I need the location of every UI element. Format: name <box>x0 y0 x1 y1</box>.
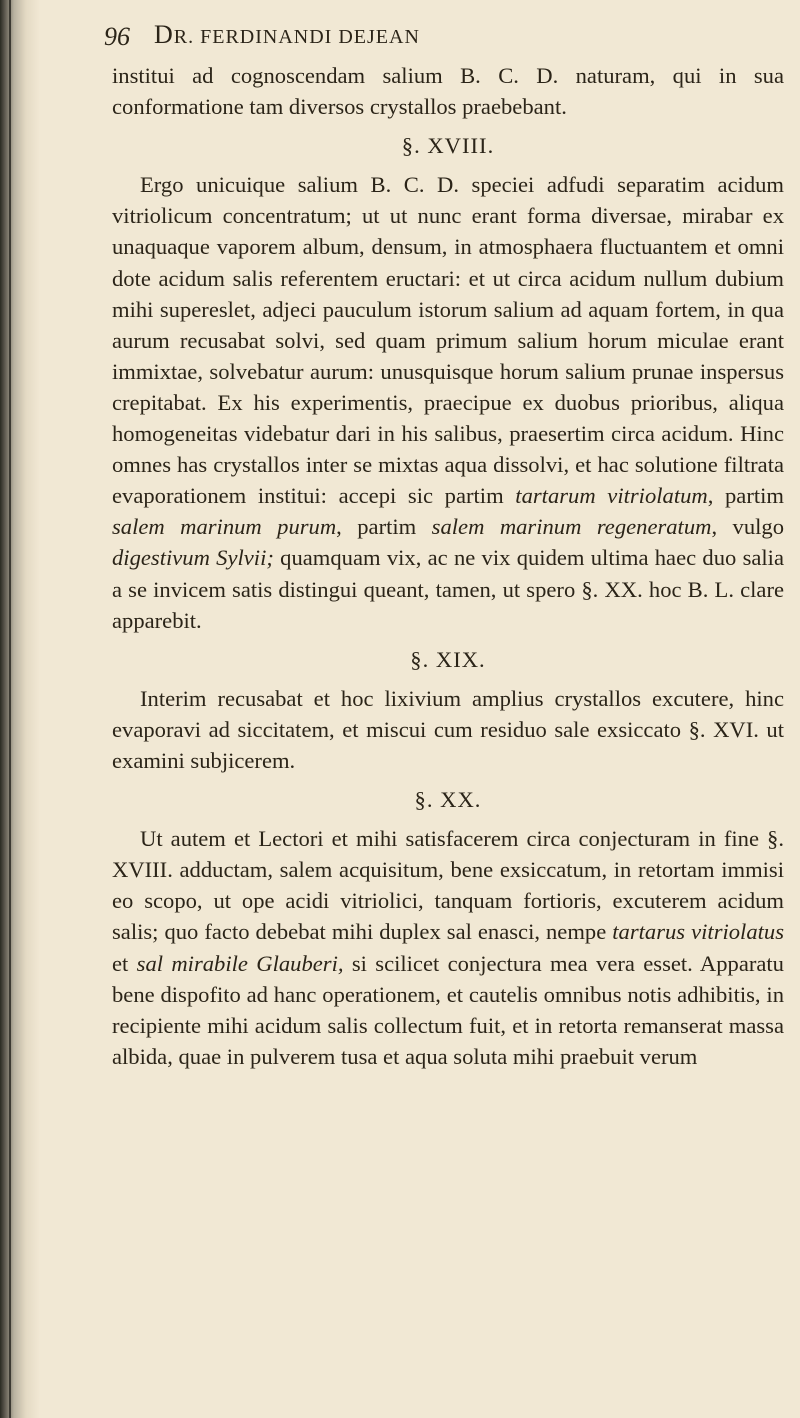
term-tartarum-vitriolatum: tartarum vitriolatum <box>515 483 708 509</box>
running-head-text: R. FERDINANDI DEJEAN <box>173 26 420 48</box>
paragraph-section-20: Ut autem et Lectori et mihi satisfacerem circa conjecturam in fine §. XVIII. adductam, salem acquisitum, bene exsiccatum, in retortam immisi eo scopo, ut ope acidi vitriolici, tanquam fortioris, excuterem acidum salis; quo facto debebat mihi duplex sal enasci, nempe tartarus vitriolatus et sal mirabile Glauberi, si scilicet conjectura mea vera esset. Apparatu bene dispofito ad hanc operationem, et cautelis omnibus notis adhibitis, in recipiente mihi acidum salis collectum fuit, et in retorta remanserat massa albida, quae in pulverem tusa et aqua soluta mihi praebuit verum <box>112 826 784 1069</box>
paragraph-continuation: institui ad cognoscendam salium B. C. D. naturam, qui in sua conformatione tam diversos crystallos praebebant. <box>112 63 784 120</box>
book-gutter <box>0 0 40 1418</box>
running-head-initial: D <box>154 20 174 49</box>
term-sal-mirabile-glauberi: sal mirabile Glauberi, <box>136 950 344 976</box>
section-heading-20: §. XX. <box>414 787 482 813</box>
term-salem-marinum-regeneratum: salem marinum regeneratum <box>431 514 712 540</box>
term-salem-marinum-purum: salem marinum purum <box>112 514 337 540</box>
paragraph-section-18: Ergo unicuique salium B. C. D. speciei adfudi separatim acidum vitriolicum concentratum; ut ut nunc erant forma diversae, mirabar ex unaquaque vaporem album, densum, in atmosphaera fluctuantem et omni dote acidum salis referentem eructari: et ut circa acidum nullum dubium mihi supereslet, adjeci pauculum istorum salium ad aquam fortem, in qua aurum recusabat solvi, sed quam primum salium horum miculae erant immixtae, solvebatur aurum: unusquisque horum salium prunae inspersus crepitabat. Ex his experimentis, praecipue ex duobus prioribus, aliqua homogeneitas videbatur dari in his salibus, praesertim circa acidum. Hinc omnes has crystallos inter se mixtas aqua dissolvi, et hac solutione filtrata evaporationem institui: accepi sic partim tartarum vitriolatum, partim salem marinum purum, partim salem marinum regeneratum, vulgo digestivum Sylvii; quamquam vix, ac ne vix quidem ultima haec duo salia a se invicem satis distingui queant, tamen, ut spero §. XX. hoc B. L. clare apparebit. <box>112 172 784 633</box>
section-heading-18: §. XVIII. <box>401 133 495 159</box>
book-page <box>104 20 784 1072</box>
running-head <box>154 20 420 50</box>
section-heading-19: §. XIX. <box>410 646 486 672</box>
paragraph-section-19: Interim recusabat et hoc lixivium amplius crystallos excutere, hinc evaporavi ad siccitatem, et miscui cum residuo sale exsiccato §. XVI. ut examini subjicerem. <box>112 685 784 773</box>
page-number: 96 <box>104 22 130 51</box>
term-tartarus-vitriolatus: tartarus vitriolatus <box>612 919 784 945</box>
page-header <box>104 20 784 60</box>
term-digestivum-sylvii: digestivum Sylvii; <box>112 545 274 571</box>
